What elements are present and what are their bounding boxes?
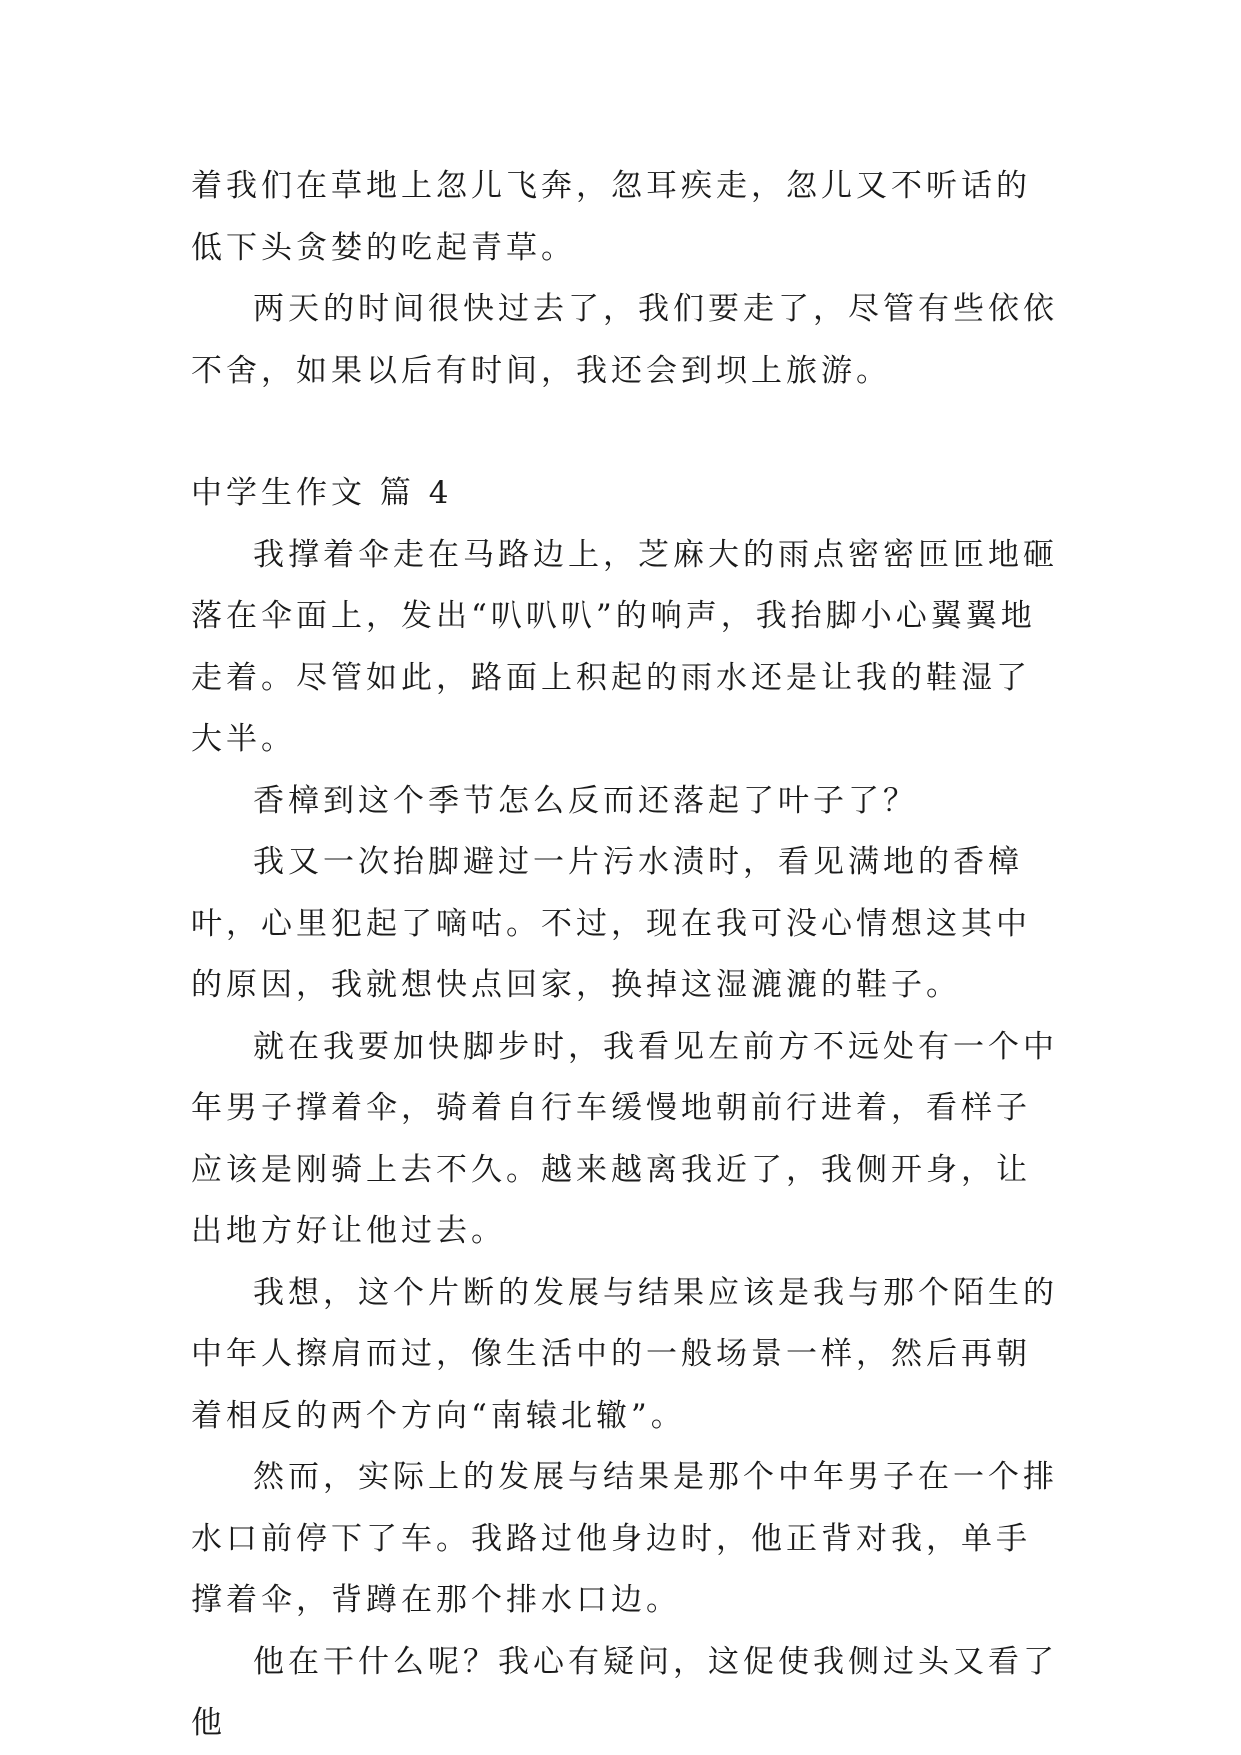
- paragraph: 然而，实际上的发展与结果是那个中年男子在一个排水口前停下了车。我路过他身边时，他正背对我，单手撑着伞，背蹲在那个排水口边。: [191, 1459, 1058, 1618]
- paragraph: 我撑着伞走在马路边上，芝麻大的雨点密密匝匝地砸落在伞面上，发出“叭叭叭”的响声，我抬脚小心翼翼地走着。尽管如此，路面上积起的雨水还是让我的鞋湿了大半。: [191, 536, 1058, 757]
- paragraph: 香樟到这个季节怎么反而还落起了叶子了？: [253, 782, 918, 819]
- paragraph: 两天的时间很快过去了，我们要走了，尽管有些依依不舍，如果以后有时间，我还会到坝上旅游。: [191, 291, 1058, 389]
- paragraph: 我想，这个片断的发展与结果应该是我与那个陌生的中年人擦肩而过，像生活中的一般场景一样，然后再朝着相反的两个方向“南辕北辙”。: [191, 1274, 1058, 1434]
- document-body: [191, 156, 1061, 1755]
- paragraph: 他在干什么呢？我心有疑问，这促使我侧过头又看了他: [191, 1643, 1058, 1741]
- paragraph: 就在我要加快脚步时，我看见左前方不远处有一个中年男子撑着伞，骑着自行车缓慢地朝前行进着，看样子应该是刚骑上去不久。越来越离我近了，我侧开身，让出地方好让他过去。: [191, 1028, 1058, 1249]
- paragraph: 我又一次抬脚避过一片污水渍时，看见满地的香樟叶，心里犯起了嘀咕。不过，现在我可没心情想这其中的原因，我就想快点回家，换掉这湿漉漉的鞋子。: [191, 844, 1031, 1003]
- paragraph-continued: 着我们在草地上忽儿飞奔，忽耳疾走，忽儿又不听话的低下头贪婪的吃起青草。: [191, 168, 1031, 266]
- section-title: 中学生作文 篇 4: [191, 475, 453, 511]
